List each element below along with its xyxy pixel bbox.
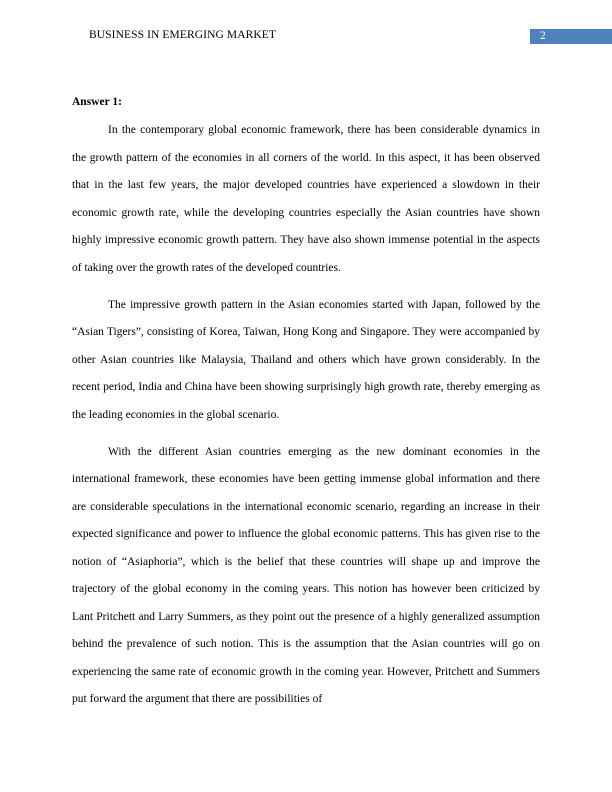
document-body <box>72 117 540 723</box>
page-number-bar <box>530 29 612 44</box>
paragraph: In the contemporary global economic framework, there has been considerable dynamics in the growth pattern of the economies in all corners of the world. In this aspect, it has been observed that in the last few years, the major developed countries have experienced a slowdown in their economic growth rate, while the developing countries especially the Asian countries have shown highly impressive economic growth pattern. They have also shown immense potential in the aspects of taking over the growth rates of the developed countries. <box>72 124 540 274</box>
page-number: 2 <box>540 30 546 42</box>
paragraph: With the different Asian countries emerging as the new dominant economies in the international framework, these economies have been getting immense global information and there are considerable speculations in the international economic scenario, regarding an increase in their expected significance and power to influence the global economic patterns. This has given rise to the notion of “Asiaphoria”, which is the belief that these countries will shape up and improve the trajectory of the global economy in the coming years. This notion has however been criticized by Lant Pritchett and Larry Summers, as they point out the presence of a highly generalized assumption behind the prevalence of such notion. This is the assumption that the Asian countries will go on experiencing the same rate of economic growth in the coming year. However, Pritchett and Summers put forward the argument that there are possibilities of <box>72 445 540 705</box>
answer-heading: Answer 1: <box>72 96 122 108</box>
running-header-title: BUSINESS IN EMERGING MARKET <box>89 29 277 41</box>
paragraph: The impressive growth pattern in the Asian economies started with Japan, followed by the “Asian Tigers”, consisting of Korea, Taiwan, Hong Kong and Singapore. They were accompanied by other Asian countries like Malaysia, Thailand and others which have grown considerably. In the recent period, India and China have been showing surprisingly high growth rate, thereby emerging as the leading economies in the global scenario. <box>72 298 540 421</box>
